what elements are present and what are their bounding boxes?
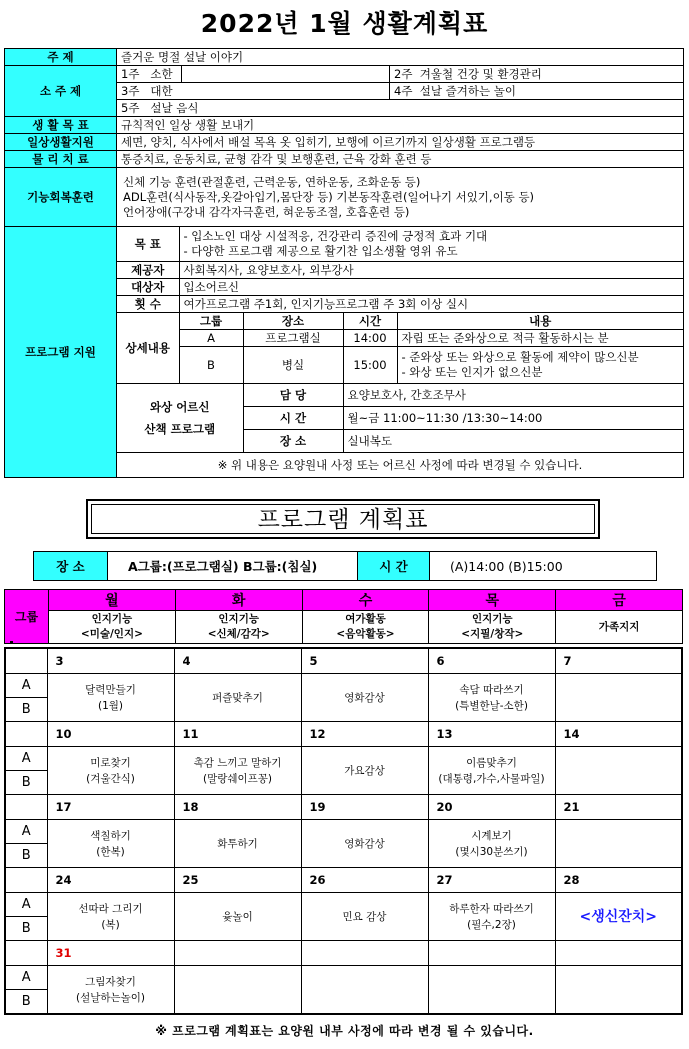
date-number: 20 (428, 795, 555, 820)
weekday-sub: 가족지지 (556, 611, 683, 644)
program-cell (174, 674, 301, 722)
program-cell (174, 747, 301, 795)
program-text: 화투하기 (217, 837, 258, 850)
provider-value: 사회복지사, 요양보호사, 외부강사 (179, 262, 683, 279)
daily-label: 일상생활지원 (5, 134, 117, 151)
walk-value: 요양보호사, 간호조무사 (343, 384, 683, 407)
location-value: A그룹:(프로그램실) B그룹:(침실) (108, 552, 358, 581)
program-text: 달력만들기 (85, 683, 136, 696)
week-label: 3주 대한 (117, 83, 390, 100)
plan-table (4, 48, 684, 478)
program-text: 하루한자 따라쓰기 (449, 902, 534, 915)
detail-group: A (179, 330, 243, 347)
detail-content: - 준와상 또는 와상으로 활동에 제약이 많으신분 - 와상 또는 인지가 없으신분 (397, 347, 683, 384)
count-label: 횟 수 (117, 296, 179, 313)
date-row-blank (5, 795, 47, 820)
program-cell (301, 966, 428, 1015)
group-b-label: B (5, 844, 47, 868)
date-number: 26 (301, 868, 428, 893)
group-a-label: A (5, 674, 47, 698)
group-a-label: A (5, 893, 47, 917)
detail-group: B (179, 347, 243, 384)
walk-key: 담 당 (243, 384, 343, 407)
date-row-blank (5, 868, 47, 893)
program-cell (47, 674, 174, 722)
program-cell (555, 966, 682, 1015)
detail-header: 장소 (243, 313, 343, 330)
goal2-value: - 입소노인 대상 시설적응, 건강관리 증진에 긍정적 효과 기대 - 다양한 프로그램 제공으로 활기찬 입소생활 영위 유도 (179, 227, 683, 262)
program-text: 윷놀이 (222, 910, 253, 923)
rehab-value: 신체 기능 훈련(관절훈련, 근력운동, 연하운동, 조화운동 등) ADL훈련(식사동작,옷갈아입기,몸단장 등) 기본동작훈련(일어나기 서있기,이동 등) 언어장애(구강내 감각자극훈련, 혀운동조절, 호흡훈련 등) (117, 168, 684, 227)
program-text: <생신잔치> (579, 908, 658, 925)
detail-time: 15:00 (343, 347, 397, 384)
weekday-sub: 인지기능 <지필/창작> (429, 611, 556, 644)
detail-label: 상세내용 (117, 313, 179, 384)
walk-value: 실내복도 (343, 430, 683, 453)
program-text: 속담 따라쓰기 (459, 683, 524, 696)
group-b-label: B (5, 698, 47, 722)
program-text: (필수,2장) (467, 918, 516, 931)
program-text: (특별한날-소한) (455, 699, 528, 712)
date-number (428, 941, 555, 966)
location-label: 장 소 (34, 552, 108, 581)
week-label: 1주 소한 (117, 66, 182, 83)
weekday-fri: 금 (556, 590, 683, 611)
program-inner (117, 227, 683, 477)
weekday-mon: 월 (49, 590, 176, 611)
date-row-blank (5, 722, 47, 747)
date-number: 10 (47, 722, 174, 747)
detail-header: 그룹 (179, 313, 243, 330)
date-number: 14 (555, 722, 682, 747)
walk-key: 장 소 (243, 430, 343, 453)
date-row-blank (5, 648, 47, 674)
program-text: 미로찾기 (90, 756, 131, 769)
program-calendar (4, 647, 683, 1015)
bullet-dot (10, 641, 13, 644)
group-a-label: A (5, 820, 47, 844)
program-cell (174, 893, 301, 941)
physio-value: 통증치료, 운동치료, 균형 감각 및 보행훈련, 근육 강화 훈련 등 (117, 151, 684, 168)
program-text: (복) (101, 918, 120, 931)
plan-note: ※ 위 내용은 요양원내 사정 또는 어르신 사정에 따라 변경될 수 있습니다. (117, 453, 683, 478)
date-number: 17 (47, 795, 174, 820)
date-number: 24 (47, 868, 174, 893)
week-label: 5주 설날 음식 (117, 100, 684, 117)
date-number: 12 (301, 722, 428, 747)
date-number (301, 941, 428, 966)
date-number: 5 (301, 648, 428, 674)
calendar-program-row (5, 893, 682, 917)
group-b-label: B (5, 917, 47, 941)
group-header: 그룹 (5, 590, 49, 644)
program-title: 프로그램 계획표 (91, 504, 595, 534)
program-cell (428, 966, 555, 1015)
provider-label: 제공자 (117, 262, 179, 279)
program-text: 민요 감상 (342, 910, 387, 923)
walk-label: 와상 어르신 산책 프로그램 (117, 384, 243, 453)
program-text: (한복) (96, 845, 125, 858)
group-a-label: A (5, 747, 47, 771)
program-cell (428, 820, 555, 868)
calendar-date-row (5, 868, 682, 893)
program-text: 영화감상 (344, 691, 385, 704)
program-text: 퍼즐맞추기 (212, 691, 263, 704)
date-number: 3 (47, 648, 174, 674)
goal-label: 생 활 목 표 (5, 117, 117, 134)
detail-header: 시간 (343, 313, 397, 330)
count-value: 여가프로그램 주1회, 인지기능프로그램 주 3회 이상 실시 (179, 296, 683, 313)
calendar-program-row (5, 674, 682, 698)
calendar-program-row (5, 747, 682, 771)
goal2-label: 목 표 (117, 227, 179, 262)
week-label: 2주 겨울철 건강 및 환경관리 (390, 66, 684, 83)
detail-content: 자립 또는 준와상으로 적극 활동하시는 분 (397, 330, 683, 347)
weekday-sub: 인지기능 <신체/감각> (175, 611, 302, 644)
date-number: 21 (555, 795, 682, 820)
program-cell (555, 674, 682, 722)
weekday-sub: 인지기능 <미술/인지> (49, 611, 176, 644)
program-cell (174, 966, 301, 1015)
date-number: 25 (174, 868, 301, 893)
date-number: 18 (174, 795, 301, 820)
theme-label: 주 제 (5, 49, 117, 66)
date-number: 19 (301, 795, 428, 820)
rehab-label: 기능회복훈련 (5, 168, 117, 227)
program-cell (47, 893, 174, 941)
subtheme-label: 소 주 제 (5, 66, 117, 117)
group-a-label: A (5, 966, 47, 990)
detail-time: 14:00 (343, 330, 397, 347)
calendar-program-row (5, 820, 682, 844)
location-bar (33, 551, 657, 581)
program-text: (설날하는놀이) (75, 991, 146, 1004)
program-cell (428, 747, 555, 795)
program-cell (555, 820, 682, 868)
weekday-header (4, 589, 683, 644)
program-cell (555, 747, 682, 795)
program-cell (301, 893, 428, 941)
program-text: 색칠하기 (90, 829, 131, 842)
theme-value: 즐거운 명절 설날 이야기 (117, 49, 684, 66)
program-text: 선따라 그리기 (78, 902, 143, 915)
page-title: 2022년 1월 생활계획표 (200, 9, 489, 38)
date-number: 27 (428, 868, 555, 893)
program-text: 촉감 느끼고 말하기 (193, 756, 282, 769)
detail-place: 병실 (243, 347, 343, 384)
program-cell (301, 674, 428, 722)
program-text: (몇시30분쓰기) (455, 845, 528, 858)
program-text: 시계보기 (471, 829, 512, 842)
daily-value: 세면, 양치, 식사에서 배설 목욕 옷 입히기, 보행에 이르기까지 일상생활 프로그램등 (117, 134, 684, 151)
program-cell (555, 893, 682, 941)
calendar-program-row (5, 966, 682, 990)
program-text: 그림자찾기 (85, 975, 136, 988)
date-number (174, 941, 301, 966)
weekday-wed: 수 (302, 590, 429, 611)
time-label: 시 간 (358, 552, 430, 581)
program-label: 프로그램 지원 (5, 227, 117, 478)
date-number: 11 (174, 722, 301, 747)
calendar-date-row (5, 941, 682, 966)
program-text: 가요감상 (344, 764, 385, 777)
walk-value: 월~금 11:00~11:30 /13:30~14:00 (343, 407, 683, 430)
time-value: (A)14:00 (B)15:00 (430, 552, 657, 581)
calendar-date-row (5, 795, 682, 820)
target-value: 입소어르신 (179, 279, 683, 296)
program-text: (말랑쉐이프꽁) (202, 772, 273, 785)
program-text: (대통령,가수,사물파일) (438, 772, 545, 785)
calendar-date-row (5, 722, 682, 747)
physio-label: 물 리 치 료 (5, 151, 117, 168)
goal-value: 규칙적인 일상 생활 보내기 (117, 117, 684, 134)
footer-note: ※ 프로그램 계획표는 요양원 내부 사정에 따라 변경 될 수 있습니다. (155, 1024, 534, 1038)
weekday-tue: 화 (175, 590, 302, 611)
program-cell (47, 747, 174, 795)
date-number: 7 (555, 648, 682, 674)
target-label: 대상자 (117, 279, 179, 296)
group-b-label: B (5, 771, 47, 795)
program-cell (174, 820, 301, 868)
program-text: (1월) (97, 699, 124, 712)
program-cell (47, 820, 174, 868)
program-cell (428, 893, 555, 941)
date-number: 31 (47, 941, 174, 966)
program-cell (301, 747, 428, 795)
walk-key: 시 간 (243, 407, 343, 430)
date-number: 4 (174, 648, 301, 674)
date-number: 13 (428, 722, 555, 747)
date-row-blank (5, 941, 47, 966)
program-detail (117, 227, 684, 478)
program-text: 영화감상 (344, 837, 385, 850)
detail-place: 프로그램실 (243, 330, 343, 347)
program-cell (301, 820, 428, 868)
week-label: 4주 설날 즐겨하는 놀이 (390, 83, 684, 100)
program-title-box (86, 499, 600, 539)
detail-header: 내용 (397, 313, 683, 330)
group-b-label: B (5, 990, 47, 1015)
program-cell (47, 966, 174, 1015)
date-number (555, 941, 682, 966)
calendar-date-row (5, 648, 682, 674)
program-cell (428, 674, 555, 722)
date-number: 28 (555, 868, 682, 893)
program-text: 이름맞추기 (466, 756, 517, 769)
weekday-sub: 여가활동 <음악활동> (302, 611, 429, 644)
date-number: 6 (428, 648, 555, 674)
weekday-thu: 목 (429, 590, 556, 611)
program-text: (겨울간식) (86, 772, 135, 785)
